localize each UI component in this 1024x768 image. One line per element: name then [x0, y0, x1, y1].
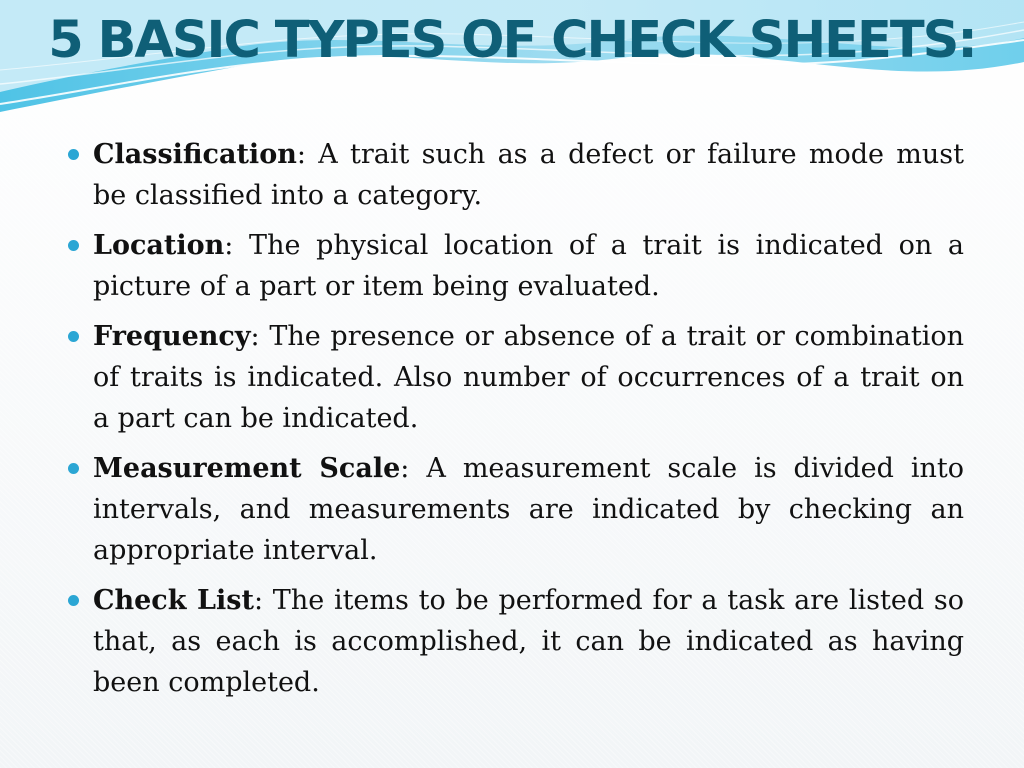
item-term: Measurement Scale [93, 453, 401, 484]
list-item [64, 134, 964, 216]
bullet-list [64, 134, 964, 712]
bullet-icon [68, 463, 79, 474]
list-item [64, 316, 964, 439]
list-item [64, 225, 964, 307]
list-item [64, 448, 964, 571]
page-title: 5 BASIC TYPES OF CHECK SHEETS: [48, 11, 976, 70]
item-separator: : [250, 321, 260, 352]
bullet-icon [68, 331, 79, 342]
item-description: The items to be performed for a task are listed so that, as each is accomplished, it can be indicated as having been completed. [93, 585, 964, 698]
item-term: Check List [93, 585, 254, 616]
item-separator: : [296, 139, 306, 170]
item-term: Frequency [93, 321, 251, 352]
item-separator: : [400, 453, 410, 484]
bullet-icon [68, 240, 79, 251]
item-description: The presence or absence of a trait or combination of traits is indicated. Also number of occurrences of a trait on a part can be indicated. [93, 321, 964, 434]
item-description: A measurement scale is divided into intervals, and measurements are indicated by checking an appropriate interval. [93, 453, 964, 566]
item-description: The physical location of a trait is indicated on a picture of a part or item being evaluated. [93, 230, 964, 302]
item-separator: : [224, 230, 234, 261]
bullet-icon [68, 149, 79, 160]
bullet-icon [68, 595, 79, 606]
list-item [64, 580, 964, 703]
item-term: Classification [93, 139, 297, 170]
item-term: Location [93, 230, 225, 261]
item-description: A trait such as a defect or failure mode must be classified into a category. [93, 139, 964, 211]
item-separator: : [253, 585, 264, 616]
